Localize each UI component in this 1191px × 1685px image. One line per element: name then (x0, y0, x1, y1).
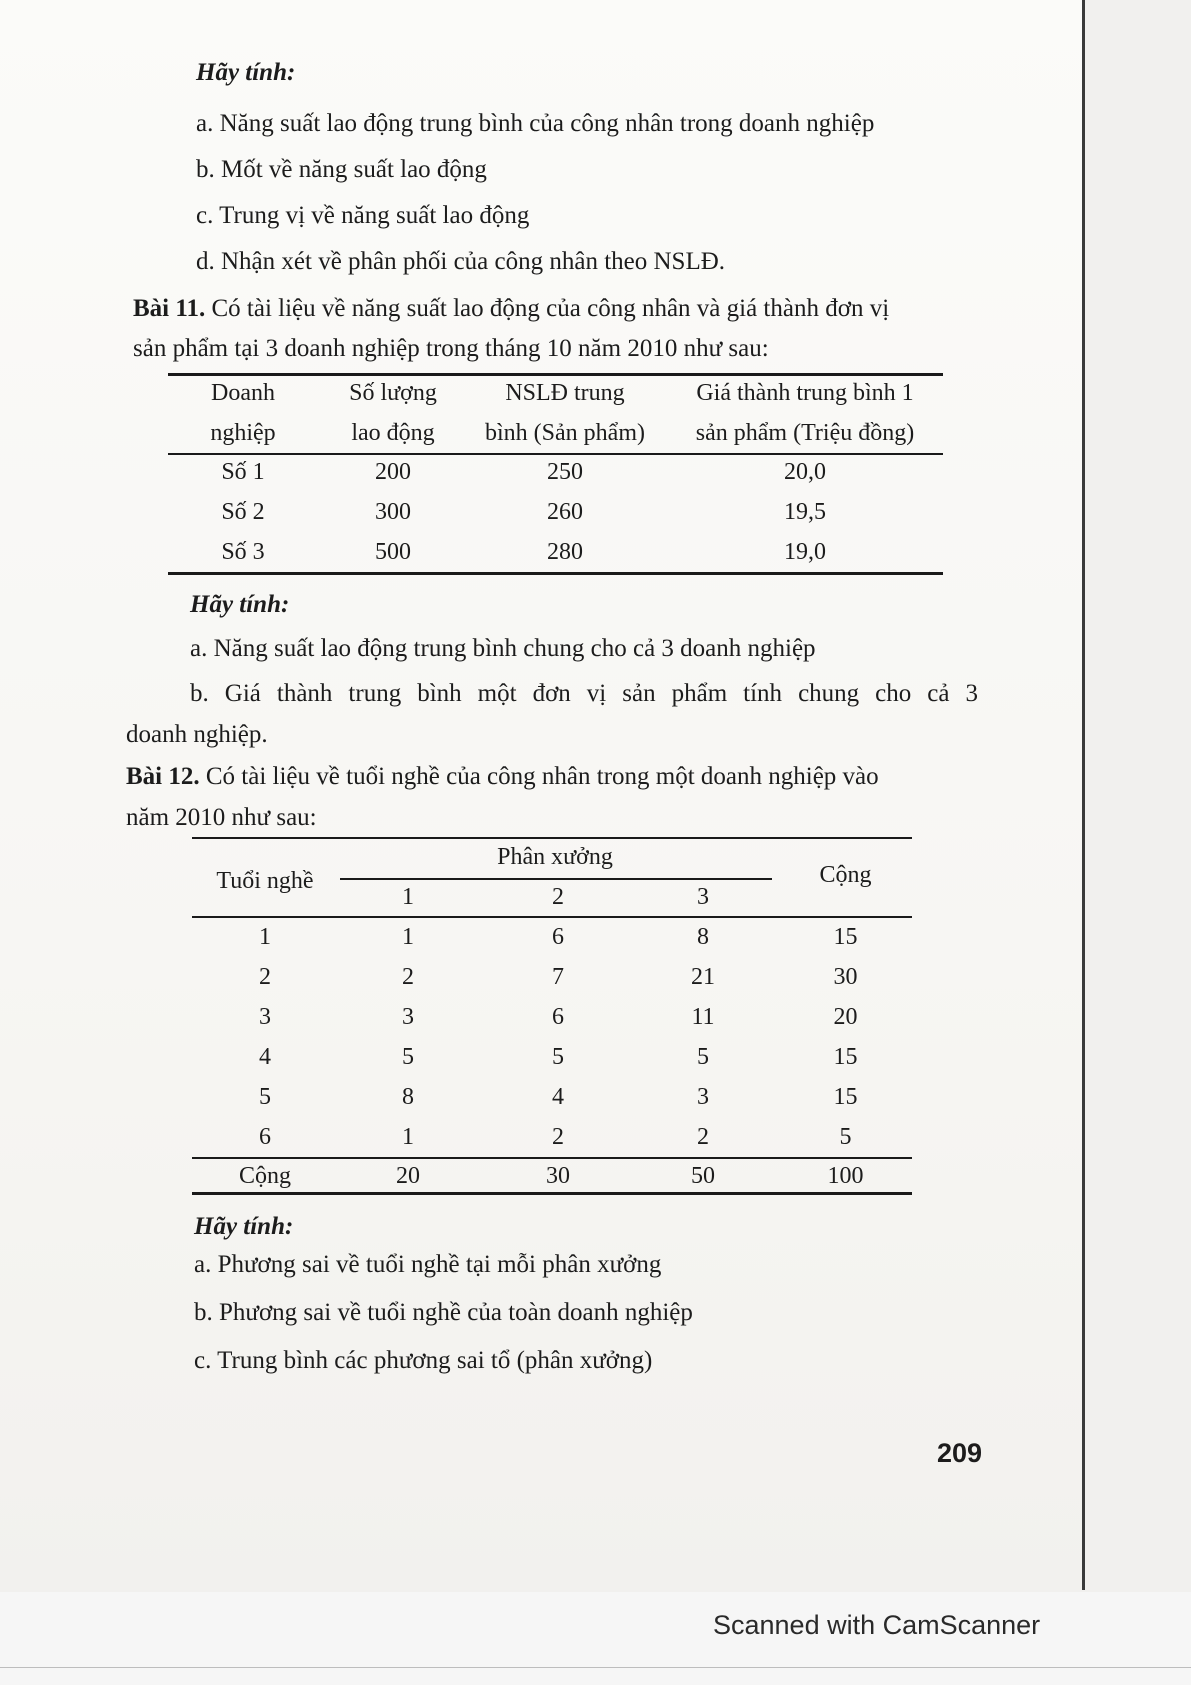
table12-cell: 2 (259, 964, 271, 990)
exercise-10-task-b: b. Mốt về năng suất lao động (196, 156, 487, 183)
table12-total-label: Cộng (238, 1163, 291, 1189)
page-edge (1082, 0, 1085, 1590)
table12-total-cell: 20 (396, 1163, 420, 1189)
table12-header-workshop: Phân xưởng (497, 844, 613, 870)
table12-cell: 15 (833, 1084, 858, 1110)
table12-cell: 3 (402, 1004, 414, 1030)
table11-header-company-line-1: Doanh (211, 380, 275, 406)
table12-cell: 7 (552, 964, 564, 990)
table12-cell: 8 (697, 924, 709, 950)
exercise-11-task-b-line-1: b. Giá thành trung bình một đơn vị sản phẩm tính chung cho cả 3 (190, 680, 978, 707)
table12-cell: 2 (402, 964, 414, 990)
table12-cell: 1 (259, 924, 271, 950)
table12-cell: 3 (259, 1004, 271, 1030)
table12-cell: 2 (697, 1124, 709, 1150)
table12-cell: 5 (259, 1084, 271, 1110)
table11-cell: 19,5 (784, 499, 826, 525)
table12-cell: 15 (833, 1044, 858, 1070)
table12-footer-rule (192, 1157, 912, 1159)
table11-header-productivity-line-1: NSLĐ trung (505, 380, 625, 406)
table11-cell: 19,0 (784, 539, 826, 565)
exercise-12-task-a: a. Phương sai về tuổi nghề tại mỗi phân xưởng (194, 1251, 662, 1278)
exercise-12-heading: Hãy tính: (194, 1213, 294, 1240)
table11-cell: 500 (375, 539, 411, 565)
table12-cell: 4 (259, 1044, 271, 1070)
table12-cell: 4 (552, 1084, 564, 1110)
table12-total-cell: 100 (827, 1163, 864, 1189)
exercise-11-heading: Hãy tính: (190, 591, 290, 618)
table11-cell: 260 (547, 499, 583, 525)
exercise-10-heading: Hãy tính: (196, 59, 296, 86)
table12-header-seniority: Tuổi nghề (216, 868, 314, 894)
page-number: 209 (937, 1438, 983, 1468)
table12-cell: 6 (552, 1004, 564, 1030)
table11-cell: 200 (375, 459, 411, 485)
exercise-12-task-b: b. Phương sai về tuổi nghề của toàn doanh nghiệp (194, 1299, 693, 1326)
table11-cell: 280 (547, 539, 583, 565)
table11-cell: 300 (375, 499, 411, 525)
table12-cell: 5 (552, 1044, 564, 1070)
table11-cell: 20,0 (784, 459, 826, 485)
scanner-watermark: Scanned with CamScanner (713, 1610, 1041, 1640)
table11-header-unit-cost-line-1: Giá thành trung bình 1 (696, 380, 914, 406)
exercise-11-label: Bài 11. (133, 295, 206, 322)
table12-cell: 1 (402, 924, 414, 950)
table12-cell: 6 (552, 924, 564, 950)
table12-cell: 5 (402, 1044, 414, 1070)
table12-total-cell: 30 (546, 1163, 570, 1189)
exercise-12-intro (126, 762, 879, 792)
table11-cell: 250 (547, 459, 583, 485)
footer-divider (0, 1667, 1191, 1668)
table12-cell: 5 (839, 1124, 852, 1150)
table12-top-rule (192, 837, 912, 839)
table12-header-workshop-1: 1 (402, 884, 414, 910)
table11-cell: Số 1 (221, 459, 265, 485)
exercise-11-task-b-line-2: doanh nghiệp. (126, 721, 268, 748)
exercise-12-line-2: năm 2010 như sau: (126, 804, 317, 831)
table12-header-workshop-2: 2 (552, 884, 564, 910)
table12-header-workshop-3: 3 (697, 884, 709, 910)
table12-cell: 30 (833, 964, 858, 990)
table12-total-cell: 50 (691, 1163, 715, 1189)
table11-header-productivity-line-2: bình (Sản phẩm) (485, 420, 645, 446)
table11-header-workers-line-2: lao động (351, 420, 435, 446)
table12-header-total: Cộng (819, 862, 872, 888)
table11-bottom-rule (168, 572, 943, 575)
table12-cell: 8 (402, 1084, 414, 1110)
table12-cell: 3 (697, 1084, 709, 1110)
exercise-11-task-a: a. Năng suất lao động trung bình chung cho cả 3 doanh nghiệp (190, 635, 816, 662)
table12-cell: 2 (552, 1124, 564, 1150)
table11-header-company-line-2: nghiệp (210, 420, 276, 446)
exercise-11-intro (133, 294, 989, 324)
table12-cell: 1 (402, 1124, 414, 1150)
table11-header-workers-line-1: Số lượng (349, 380, 437, 406)
exercise-10-task-c: c. Trung vị về năng suất lao động (196, 202, 530, 229)
table12-cell: 5 (697, 1044, 709, 1070)
exercise-12-label: Bài 12. (126, 763, 200, 790)
table11-cell: Số 2 (221, 499, 265, 525)
table12-cell: 6 (259, 1124, 271, 1150)
exercise-11-line-1: Có tài liệu về năng suất lao động của công nhân và giá thành đơn vị (211, 295, 890, 322)
table12-header-rule (192, 916, 912, 918)
table12-cell: 15 (833, 924, 858, 950)
table11-header-rule (168, 453, 943, 455)
table11-cell: Số 3 (221, 539, 265, 565)
table12-cell: 21 (691, 964, 715, 990)
table12-cell: 20 (833, 1004, 858, 1030)
table12-cell: 11 (691, 1004, 715, 1030)
exercise-12-task-c: c. Trung bình các phương sai tổ (phân xưởng) (194, 1347, 653, 1374)
exercise-11-line-2: sản phẩm tại 3 doanh nghiệp trong tháng 10 năm 2010 như sau: (133, 335, 769, 362)
exercise-10-task-d: d. Nhận xét về phân phối của công nhân theo NSLĐ. (196, 248, 726, 275)
table12-bottom-rule (192, 1192, 912, 1195)
table12-workshop-rule (340, 878, 772, 880)
exercise-12-line-1: Có tài liệu về tuổi nghề của công nhân trong một doanh nghiệp vào (205, 763, 879, 790)
table11-header-unit-cost-line-2: sản phẩm (Triệu đồng) (695, 420, 915, 446)
exercise-10-task-a: a. Năng suất lao động trung bình của công nhân trong doanh nghiệp (196, 110, 875, 137)
table11-top-rule (168, 373, 943, 376)
